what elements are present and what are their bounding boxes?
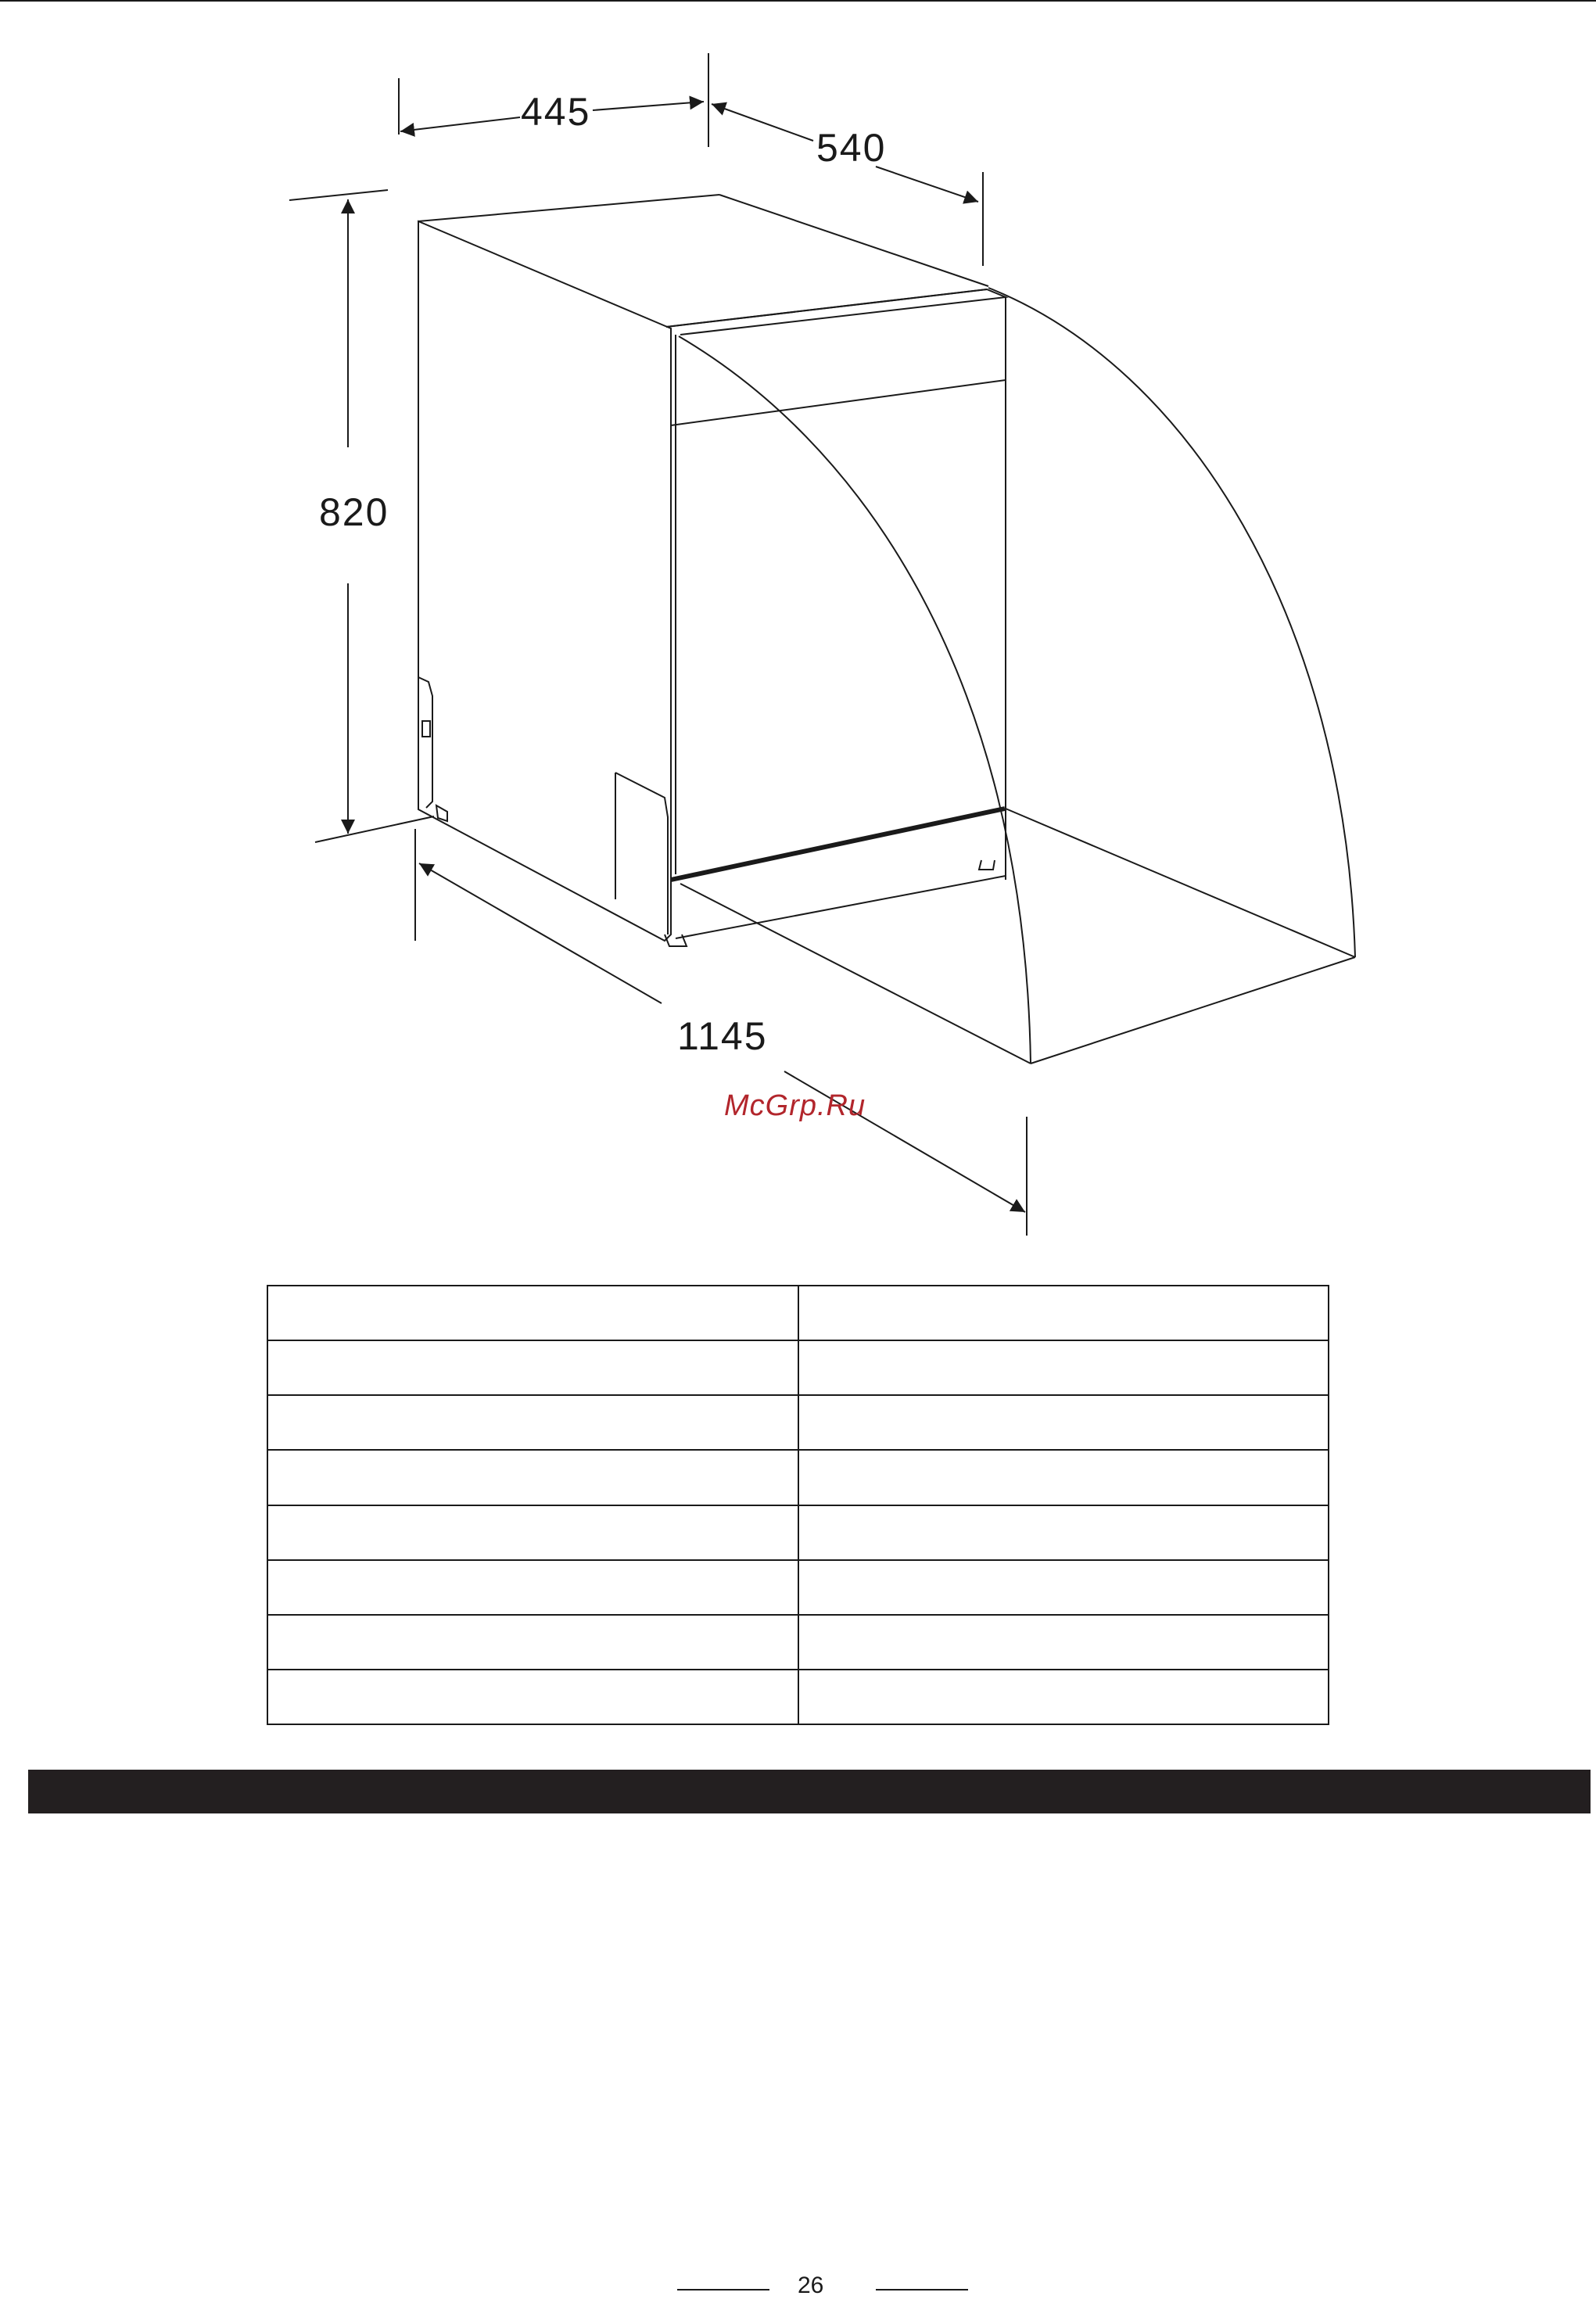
- dimension-label-height: 820: [319, 490, 389, 534]
- table-row: [267, 1395, 1329, 1450]
- table-cell: [267, 1450, 798, 1505]
- cabinet-control-strip: [671, 380, 1006, 425]
- table-row: [267, 1505, 1329, 1560]
- cabinet-top-front-edge: [418, 195, 719, 221]
- cabinet-side-panel: [418, 221, 671, 941]
- table-cell: [267, 1340, 798, 1395]
- dimension-line-445-a: [400, 117, 520, 131]
- table-cell: [798, 1670, 1329, 1724]
- table-cell: [267, 1505, 798, 1560]
- table-row: [267, 1560, 1329, 1615]
- door-floor-back: [1006, 809, 1355, 957]
- table-row: [267, 1615, 1329, 1670]
- table-cell: [798, 1615, 1329, 1670]
- table-cell: [798, 1395, 1329, 1450]
- table-cell: [267, 1286, 798, 1340]
- table-row: [267, 1340, 1329, 1395]
- table-cell: [798, 1286, 1329, 1340]
- foot-left: [436, 805, 447, 821]
- dimension-line-445-b: [593, 102, 704, 110]
- page-number: 26: [798, 2273, 824, 2298]
- table-cell: [798, 1340, 1329, 1395]
- dimension-line-540-a: [712, 104, 813, 141]
- door-swing-arc-inner: [679, 336, 1031, 1064]
- footer-rule-left: [677, 2289, 769, 2290]
- dimension-label-open-depth: 1145: [677, 1014, 768, 1058]
- table-cell: [267, 1615, 798, 1670]
- table-cell: [267, 1670, 798, 1724]
- foot-right: [979, 860, 995, 870]
- side-slot: [422, 721, 430, 737]
- extension-line-top-left: [289, 190, 388, 200]
- extension-line-bottom-left: [315, 816, 434, 842]
- page-footer: [0, 2274, 1596, 2298]
- table-row: [267, 1670, 1329, 1724]
- dimension-label-depth: 540: [816, 126, 887, 170]
- cabinet-top-back-edge: [666, 289, 987, 327]
- cabinet-top-lip: [666, 289, 1006, 335]
- door-swing-arc-outer: [988, 288, 1355, 957]
- dimension-label-width: 445: [521, 90, 591, 134]
- table-row: [267, 1450, 1329, 1505]
- cabinet-top-right-edge: [719, 195, 988, 286]
- door-stop-panel: [615, 773, 668, 934]
- table-row: [267, 1286, 1329, 1340]
- footer-rule-right: [876, 2289, 968, 2290]
- door-bottom-edge: [671, 809, 1005, 880]
- dimension-line-540-b: [876, 167, 978, 202]
- door-floor-front: [1031, 957, 1355, 1064]
- table-cell: [267, 1395, 798, 1450]
- table-cell: [267, 1560, 798, 1615]
- table-cell: [798, 1505, 1329, 1560]
- section-header-bar: [28, 1770, 1591, 1813]
- side-bracket: [418, 677, 432, 808]
- spec-table: [267, 1285, 1329, 1725]
- watermark: McGrp.Ru: [724, 1089, 866, 1122]
- table-cell: [798, 1560, 1329, 1615]
- dimension-line-1145-a: [419, 863, 662, 1003]
- table-cell: [798, 1450, 1329, 1505]
